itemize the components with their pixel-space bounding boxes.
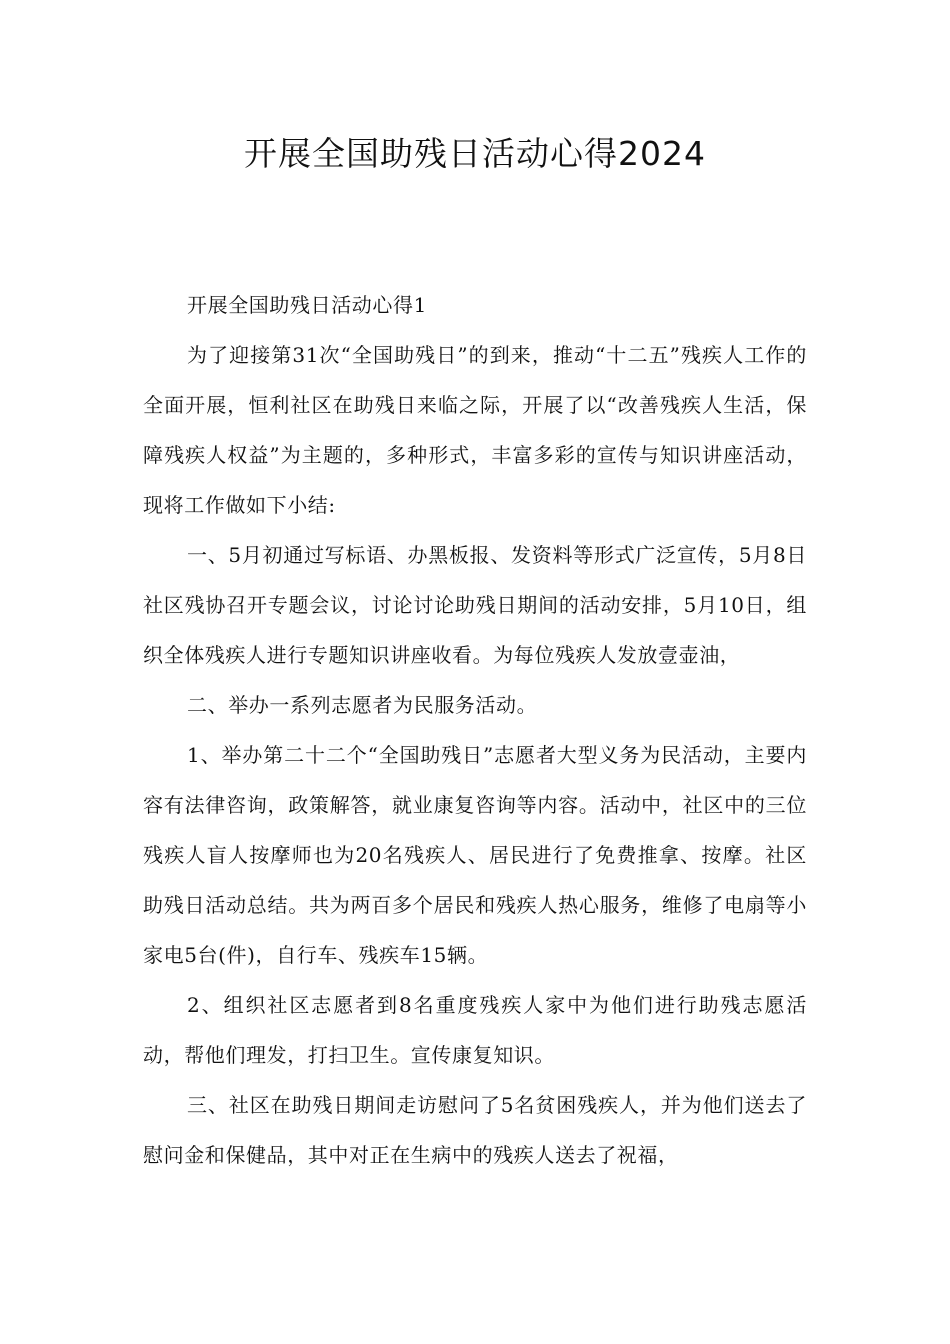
paragraph-item-1: 一、5月初通过写标语、办黑板报、发资料等形式广泛宣传，5月8日社区残协召开专题会议，讨论讨论助残日期间的活动安排，5月10日，组织全体残疾人进行专题知识讲座收看。为每位残疾人发放壹壶油， <box>143 543 807 667</box>
paragraph-subitem-1: 1、举办第二十二个“全国助残日”志愿者大型义务为民活动，主要内容有法律咨询，政策解答，就业康复咨询等内容。活动中，社区中的三位残疾人盲人按摩师也为20名残疾人、居民进行了免费推拿、按摩。社区助残日活动总结。共为两百多个居民和残疾人热心服务，维修了电扇等小家电5台(件)，自行车、残疾车15辆。 <box>143 743 807 967</box>
paragraph-item-3: 三、社区在助残日期间走访慰问了5名贫困残疾人，并为他们送去了慰问金和保健品，其中对正在生病中的残疾人送去了祝福， <box>143 1093 807 1167</box>
paragraph-subitem-2: 2、组织社区志愿者到8名重度残疾人家中为他们进行助残志愿活动，帮他们理发，打扫卫生。宣传康复知识。 <box>143 993 807 1067</box>
intro-paragraph: 为了迎接第31次“全国助残日”的到来，推动“十二五”残疾人工作的全面开展，恒利社区在助残日来临之际，开展了以“改善残疾人生活，保障残疾人权益”为主题的，多种形式，丰富多彩的宣传与知识讲座活动，现将工作做如下小结: <box>143 343 807 517</box>
section-heading: 开展全国助残日活动心得1 <box>187 293 427 317</box>
document-body <box>143 280 807 1180</box>
document-title: 开展全国助残日活动心得2024 <box>244 134 706 173</box>
paragraph-item-2: 二、举办一系列志愿者为民服务活动。 <box>187 693 538 717</box>
